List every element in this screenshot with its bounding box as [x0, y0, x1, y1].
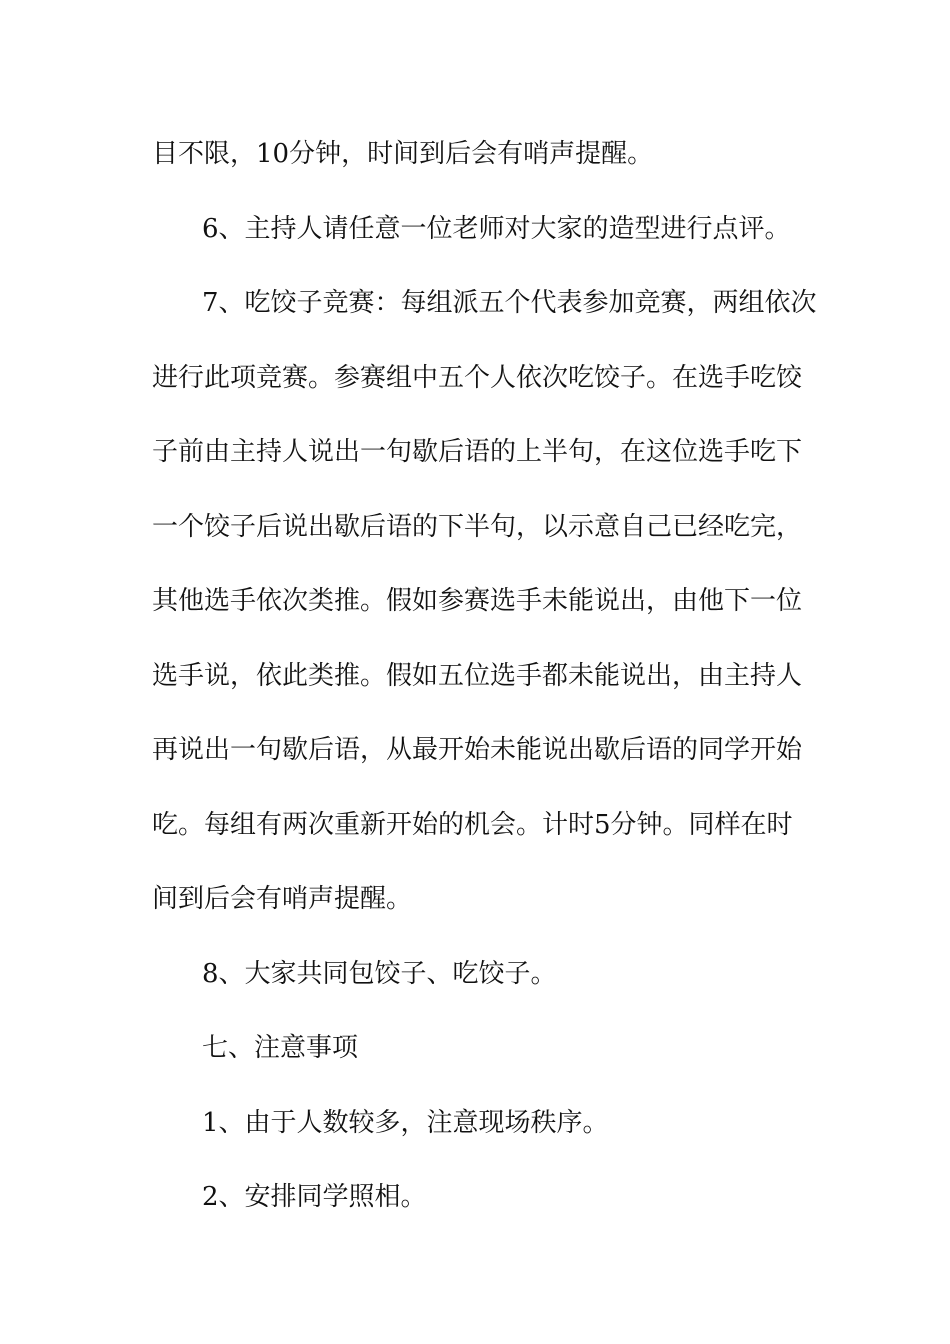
paragraph-line: 7、吃饺子竞赛：每组派五个代表参加竞赛，两组依次	[202, 288, 817, 318]
paragraph-line: 6、主持人请任意一位老师对大家的造型进行点评。	[202, 213, 791, 244]
paragraph-line: 再说出一句歇后语，从最开始未能说出歇后语的同学开始	[152, 735, 803, 765]
paragraph-line: 其他选手依次类推。假如参赛选手未能说出，由他下一位	[152, 586, 803, 616]
section-heading: 七、注意事项	[202, 1033, 359, 1063]
paragraph-line: 目不限，10分钟，时间到后会有哨声提醒。	[152, 139, 654, 169]
paragraph-line: 一个饺子后说出歇后语的下半句，以示意自己已经吃完，	[152, 511, 803, 542]
paragraph-line: 进行此项竞赛。参赛组中五个人依次吃饺子。在选手吃饺	[152, 362, 803, 393]
paragraph-line: 子前由主持人说出一句歇后语的上半句，在这位选手吃下	[152, 437, 803, 467]
document-body	[152, 117, 817, 1235]
paragraph-line: 8、大家共同包饺子、吃饺子。	[202, 958, 557, 989]
paragraph-line: 1、由于人数较多，注意现场秩序。	[202, 1107, 609, 1138]
paragraph-line: 间到后会有哨声提醒。	[152, 884, 413, 914]
paragraph-line: 吃。每组有两次重新开始的机会。计时5分钟。同样在时	[152, 809, 793, 840]
paragraph-line: 选手说，依此类推。假如五位选手都未能说出，由主持人	[152, 660, 803, 691]
paragraph-line: 2、安排同学照相。	[202, 1182, 427, 1212]
